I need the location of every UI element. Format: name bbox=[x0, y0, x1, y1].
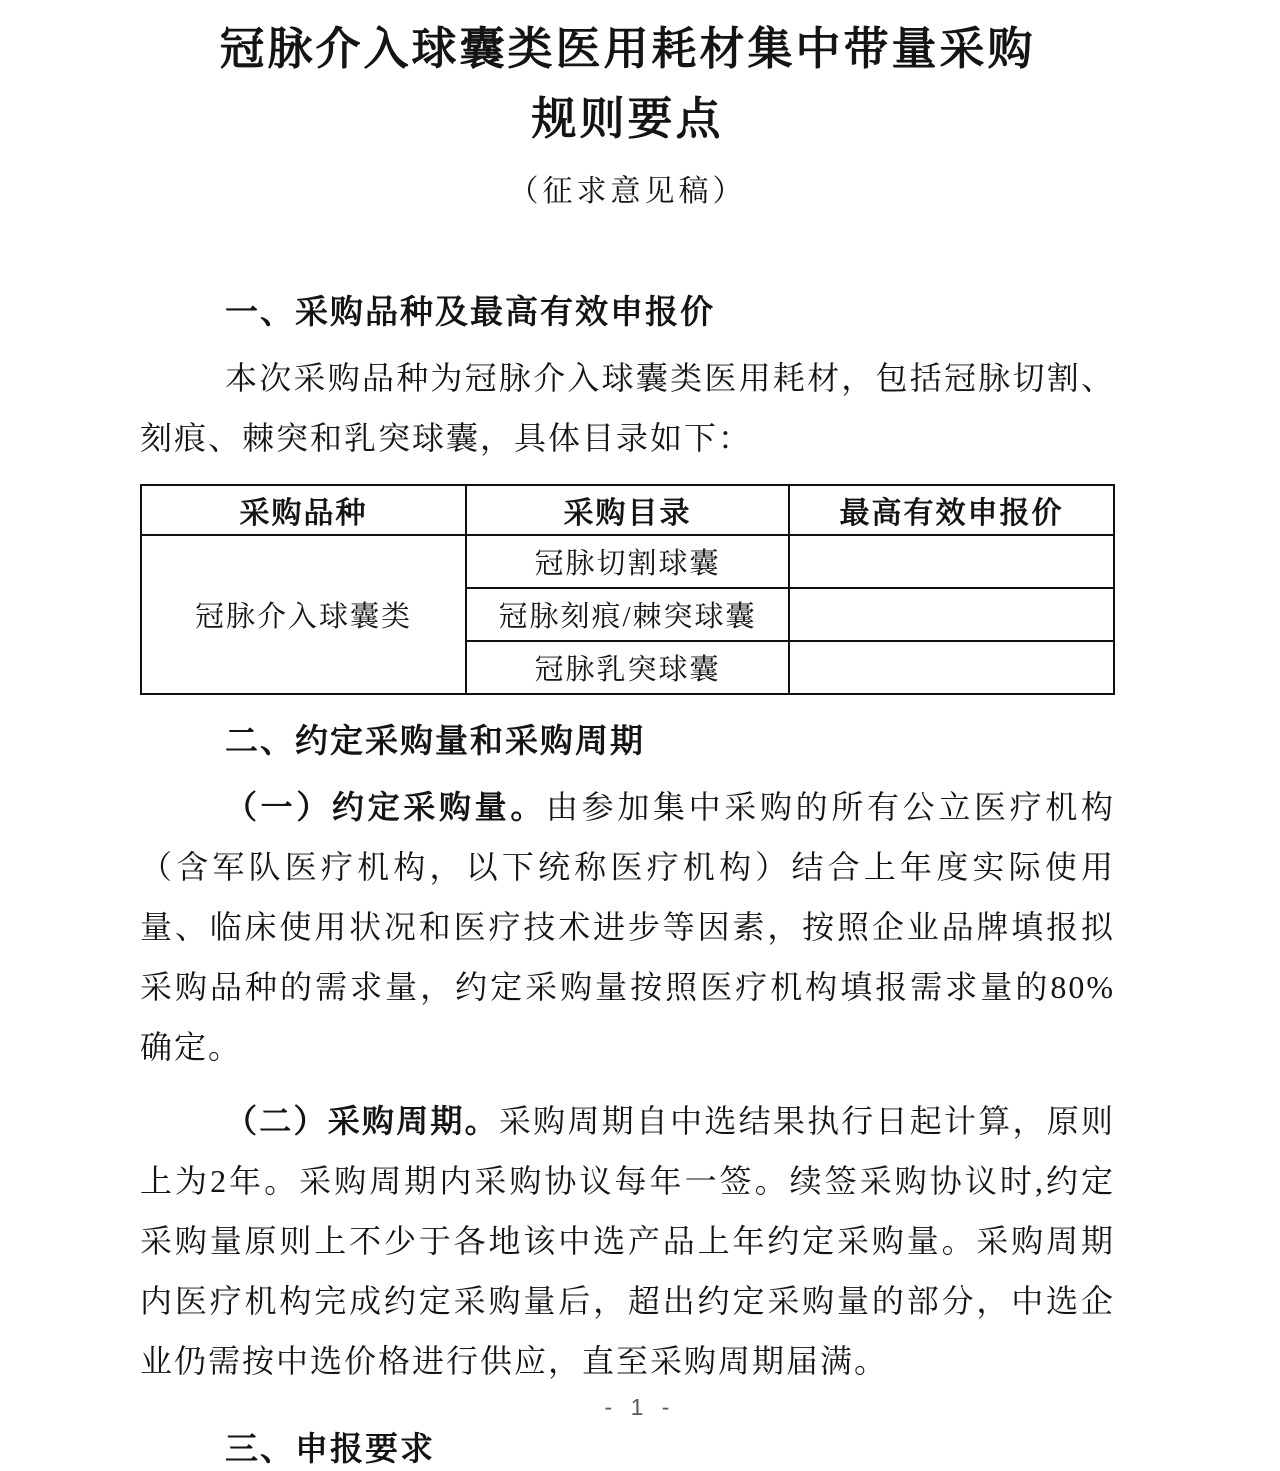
catalog-cell: 冠脉刻痕/棘突球囊 bbox=[466, 588, 789, 641]
column-header-max-price: 最高有效申报价 bbox=[789, 485, 1114, 535]
price-cell bbox=[789, 588, 1114, 641]
section-2-paragraph-2 bbox=[140, 1091, 1115, 1391]
column-header-catalog: 采购目录 bbox=[466, 485, 789, 535]
page-number: - 1 - bbox=[604, 1394, 676, 1420]
section-3-heading: 三、申报要求 bbox=[225, 1430, 435, 1467]
price-cell bbox=[789, 641, 1114, 694]
section-1-intro-paragraph: 本次采购品种为冠脉介入球囊类医用耗材，包括冠脉切割、刻痕、棘突和乳突球囊，具体目录如下： bbox=[140, 360, 1115, 456]
document-subtitle: （征求意见稿） bbox=[508, 175, 747, 208]
catalog-cell: 冠脉切割球囊 bbox=[466, 535, 789, 588]
catalog-cell: 冠脉乳突球囊 bbox=[466, 641, 789, 694]
procurement-catalog-table bbox=[140, 484, 1115, 695]
table-row bbox=[141, 535, 1114, 588]
column-header-variety: 采购品种 bbox=[141, 485, 466, 535]
table-header-row bbox=[141, 485, 1114, 535]
section-2-paragraph-1 bbox=[140, 777, 1115, 1077]
section-1-heading: 一、采购品种及最高有效申报价 bbox=[225, 293, 715, 330]
section-2-heading: 二、约定采购量和采购周期 bbox=[225, 722, 645, 759]
title-line-1: 冠脉介入球囊类医用耗材集中带量采购 bbox=[219, 24, 1036, 74]
paragraph-2-lead: （二）采购周期。 bbox=[225, 1103, 499, 1139]
category-cell: 冠脉介入球囊类 bbox=[141, 535, 466, 694]
document-title bbox=[140, 14, 1115, 154]
price-cell bbox=[789, 535, 1114, 588]
title-line-2: 规则要点 bbox=[531, 94, 724, 144]
paragraph-1-body: 由参加集中采购的所有公立医疗机构（含军队医疗机构，以下统称医疗机构）结合上年度实际使用量、临床使用状况和医疗技术进步等因素，按照企业品牌填报拟采购品种的需求量，约定采购量按照医疗机构填报需求量的80%确定。 bbox=[140, 789, 1115, 1065]
paragraph-2-body: 采购周期自中选结果执行日起计算，原则上为2年。采购周期内采购协议每年一签。续签采购协议时,约定采购量原则上不少于各地该中选产品上年约定采购量。采购周期内医疗机构完成约定采购量后，超出约定采购量的部分，中选企业仍需按中选价格进行供应，直至采购周期届满。 bbox=[140, 1103, 1115, 1379]
paragraph-1-lead: （一）约定采购量。 bbox=[225, 789, 546, 825]
